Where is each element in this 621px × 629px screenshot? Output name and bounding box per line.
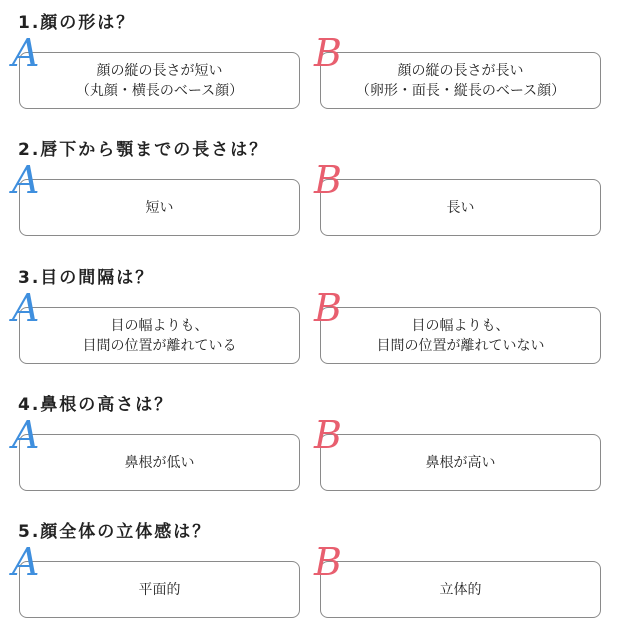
question-4-title: 4.鼻根の高さは？ (18, 395, 174, 415)
question-2 (0, 127, 621, 247)
option-text: 短い (145, 199, 174, 216)
question-3-option-a[interactable] (19, 307, 300, 364)
question-5-option-a[interactable] (19, 561, 300, 618)
option-text: 鼻根が低い (124, 454, 195, 471)
option-text: 目間の位置が離れていない (376, 337, 545, 354)
question-4-option-a[interactable] (19, 434, 300, 491)
option-text: 平面的 (138, 581, 181, 598)
letter-a-mark: A (12, 413, 40, 457)
letter-b-mark: B (314, 31, 342, 75)
letter-b-mark: B (314, 540, 342, 584)
letter-a-mark: A (12, 540, 40, 584)
question-2-title: 2.唇下から顎までの長さは？ (18, 140, 269, 160)
question-5 (0, 509, 621, 629)
question-5-title: 5.顔全体の立体感は？ (18, 522, 212, 542)
question-1-title: 1.顔の形は？ (18, 13, 136, 33)
option-text: 鼻根が高い (425, 454, 496, 471)
letter-b-mark: B (314, 158, 342, 202)
question-2-option-b[interactable] (320, 179, 601, 236)
option-text: 目の幅よりも、 (110, 317, 209, 334)
letter-b-mark: B (314, 286, 342, 330)
option-text: 長い (446, 199, 475, 216)
question-3-option-b[interactable] (320, 307, 601, 364)
option-text: （卵形・面長・縦長のベース顔） (355, 82, 566, 99)
option-text: （丸顔・横長のベース顔） (75, 82, 244, 99)
letter-a-mark: A (12, 31, 40, 75)
question-5-option-b[interactable] (320, 561, 601, 618)
option-text: 顔の縦の長さが長い (397, 62, 524, 79)
option-text: 目間の位置が離れている (82, 337, 237, 354)
letter-b-mark: B (314, 413, 342, 457)
letter-a-mark: A (12, 158, 40, 202)
option-text: 目の幅よりも、 (411, 317, 510, 334)
question-4-option-b[interactable] (320, 434, 601, 491)
question-4 (0, 382, 621, 502)
question-1 (0, 0, 621, 120)
option-text: 立体的 (439, 581, 482, 598)
letter-a-mark: A (12, 286, 40, 330)
question-1-option-b[interactable] (320, 52, 601, 109)
question-3-title: 3.目の間隔は？ (18, 268, 155, 288)
question-1-option-a[interactable] (19, 52, 300, 109)
option-text: 顔の縦の長さが短い (96, 62, 223, 79)
question-2-option-a[interactable] (19, 179, 300, 236)
question-3 (0, 255, 621, 375)
